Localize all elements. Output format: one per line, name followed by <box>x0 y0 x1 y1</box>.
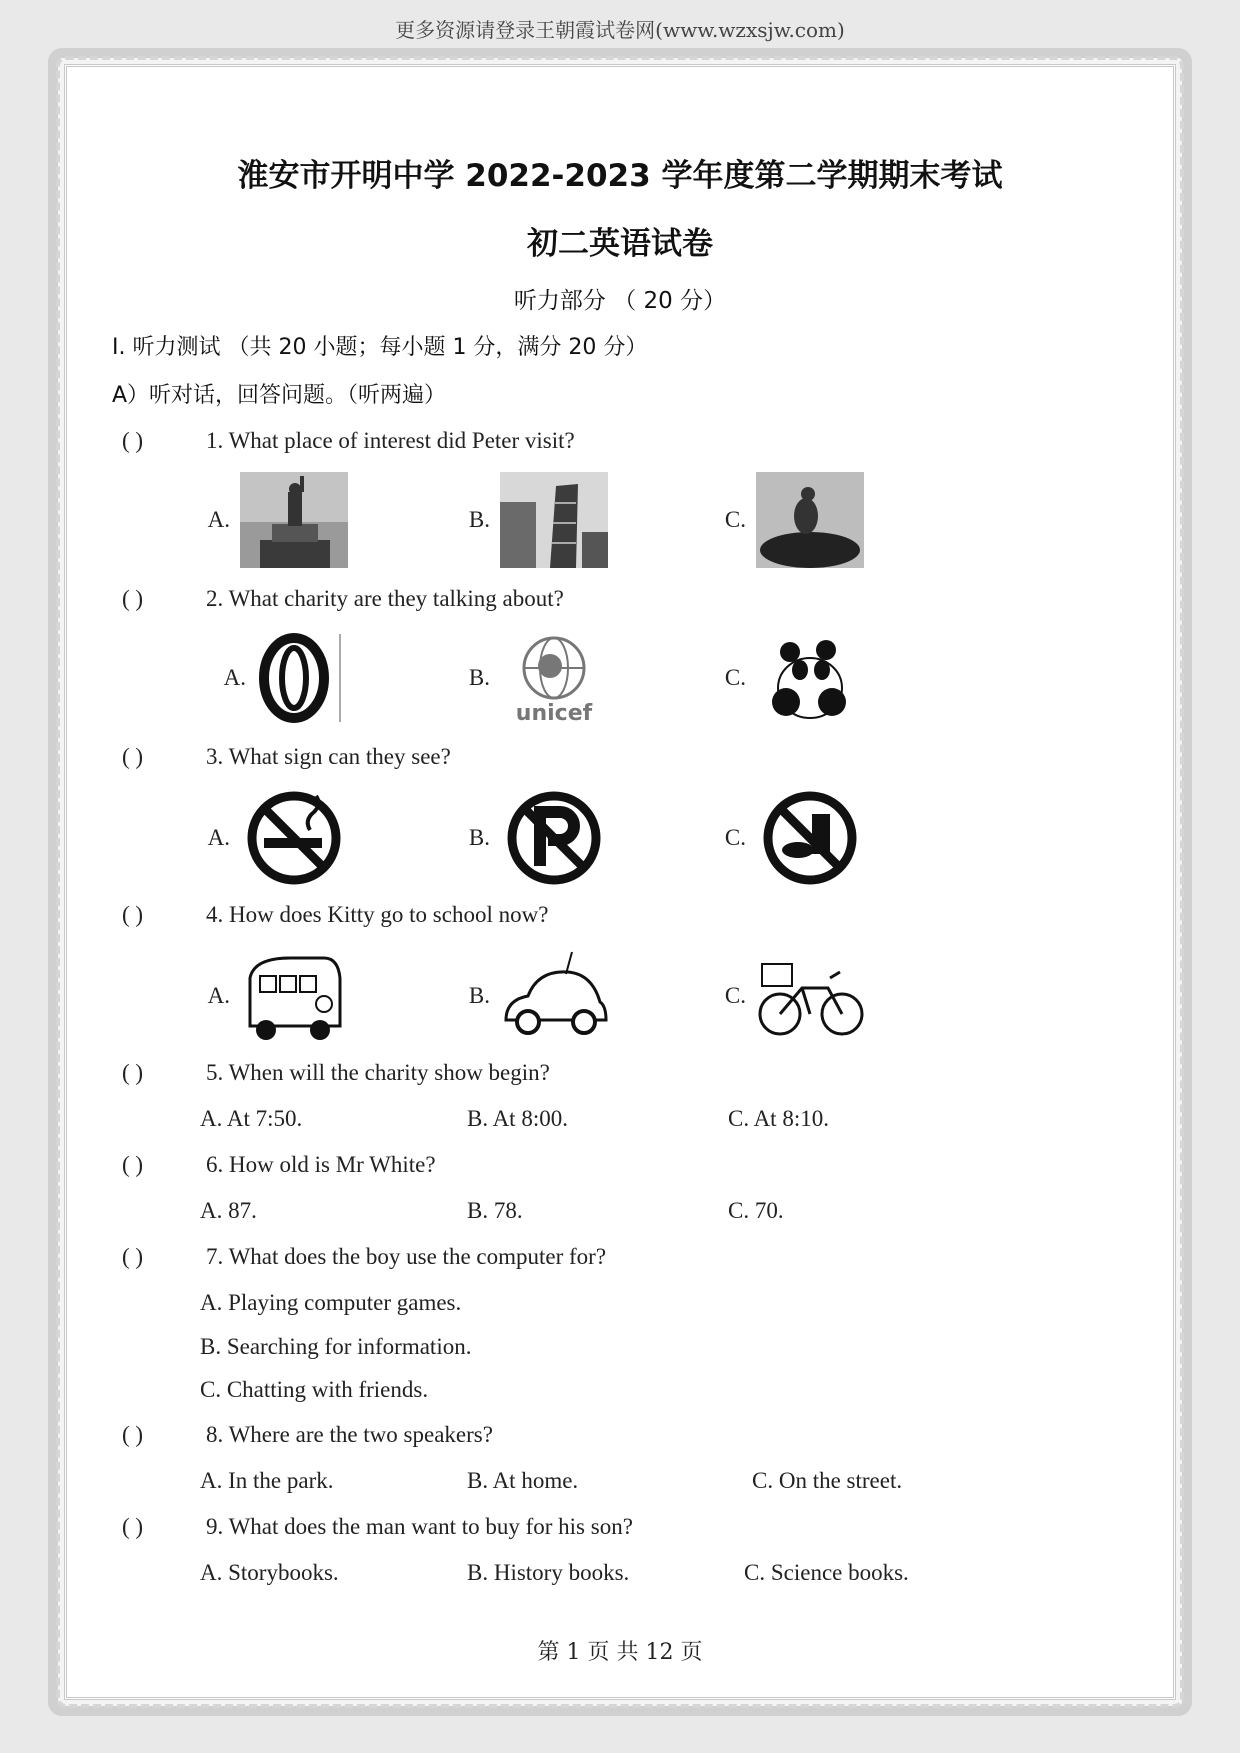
option-5b[interactable]: B. At 8:00. <box>467 1106 568 1131</box>
option-7a[interactable]: A. Playing computer games. <box>200 1290 462 1315</box>
leaning-tower-icon <box>500 472 608 568</box>
paper-title: 初二英语试卷 <box>527 226 713 262</box>
exam-title: 淮安市开明中学 2022-2023 学年度第二学期期末考试 <box>237 158 1003 194</box>
question-1 <box>122 428 575 454</box>
option-6a[interactable]: A. 87. <box>200 1198 257 1223</box>
option-1b[interactable] <box>456 472 608 568</box>
unicef-logo-icon <box>500 630 608 726</box>
header-note: 更多资源请登录王朝霞试卷网(www.wzxsjw.com) <box>395 18 845 42</box>
bicycle-icon <box>756 948 864 1044</box>
option-letter: A. <box>207 983 230 1008</box>
question-3 <box>122 744 451 770</box>
option-7c[interactable]: C. Chatting with friends. <box>200 1377 429 1402</box>
option-5c[interactable]: C. At 8:10. <box>728 1106 829 1131</box>
answer-blank[interactable]: ( ) <box>122 1514 144 1539</box>
option-letter: C. <box>724 825 746 850</box>
question-text: 9. What does the man want to buy for his son? <box>206 1514 633 1539</box>
question-5 <box>122 1060 550 1086</box>
question-4 <box>122 902 548 928</box>
option-6c[interactable]: C. 70. <box>728 1198 784 1223</box>
question-text: 4. How does Kitty go to school now? <box>206 902 549 927</box>
option-9a[interactable]: A. Storybooks. <box>200 1560 339 1585</box>
question-text: 2. What charity are they talking about? <box>206 586 564 611</box>
option-3c[interactable] <box>712 790 864 886</box>
answer-blank[interactable]: ( ) <box>122 1244 144 1269</box>
option-4a[interactable] <box>196 948 348 1044</box>
option-7b[interactable]: B. Searching for information. <box>200 1334 472 1359</box>
oxfam-logo-icon <box>256 630 346 726</box>
option-4b[interactable] <box>456 948 608 1044</box>
option-9b[interactable]: B. History books. <box>467 1560 630 1585</box>
listening-part-heading: 听力部分 （ 20 分） <box>513 288 727 314</box>
question-6 <box>122 1152 436 1178</box>
question-2 <box>122 586 564 612</box>
no-parking-icon <box>500 790 608 886</box>
question-text: 3. What sign can they see? <box>206 744 451 769</box>
option-2c[interactable] <box>712 630 864 726</box>
option-letter: B. <box>468 825 490 850</box>
option-letter: A. <box>207 507 230 532</box>
unicef-wordmark: unicef <box>515 701 593 726</box>
question-text: 1. What place of interest did Peter visit? <box>206 428 575 453</box>
wwf-panda-icon <box>756 630 864 726</box>
answer-blank[interactable]: ( ) <box>122 1152 144 1177</box>
no-smoking-icon <box>240 790 348 886</box>
option-letter: B. <box>468 507 490 532</box>
option-letter: C. <box>724 507 746 532</box>
option-letter: B. <box>468 983 490 1008</box>
option-8a[interactable]: A. In the park. <box>200 1468 334 1493</box>
option-3b[interactable] <box>456 790 608 886</box>
question-text: 6. How old is Mr White? <box>206 1152 436 1177</box>
question-text: 5. When will the charity show begin? <box>206 1060 550 1085</box>
little-mermaid-icon <box>756 472 864 568</box>
bus-icon <box>240 948 348 1044</box>
question-8 <box>122 1422 493 1448</box>
option-3a[interactable] <box>196 790 348 886</box>
question-text: 7. What does the boy use the computer for? <box>206 1244 607 1269</box>
option-1c[interactable] <box>712 472 864 568</box>
option-4c[interactable] <box>712 948 864 1044</box>
option-letter: C. <box>724 665 746 690</box>
statue-of-liberty-icon <box>240 472 348 568</box>
answer-blank[interactable]: ( ) <box>122 1060 144 1085</box>
answer-blank[interactable]: ( ) <box>122 586 144 611</box>
page-number-footer: 第 1 页 共 12 页 <box>537 1640 703 1665</box>
section-heading: I. 听力测试 （共 20 小题；每小题 1 分，满分 20 分） <box>112 335 648 360</box>
answer-blank[interactable]: ( ) <box>122 744 144 769</box>
no-food-drink-icon <box>756 790 864 886</box>
answer-blank[interactable]: ( ) <box>122 902 144 927</box>
option-8c[interactable]: C. On the street. <box>752 1468 903 1493</box>
option-1a[interactable] <box>196 472 348 568</box>
question-text: 8. Where are the two speakers? <box>206 1422 493 1447</box>
option-letter: A. <box>223 665 246 690</box>
question-7 <box>122 1244 606 1270</box>
option-letter: C. <box>724 983 746 1008</box>
question-9 <box>122 1514 633 1540</box>
option-8b[interactable]: B. At home. <box>467 1468 579 1493</box>
option-2b[interactable] <box>456 630 608 726</box>
option-2a[interactable] <box>212 630 346 726</box>
option-6b[interactable]: B. 78. <box>467 1198 523 1223</box>
car-icon <box>500 948 608 1044</box>
option-5a[interactable]: A. At 7:50. <box>200 1106 303 1131</box>
option-letter: A. <box>207 825 230 850</box>
option-letter: B. <box>468 665 490 690</box>
answer-blank[interactable]: ( ) <box>122 1422 144 1447</box>
option-9c[interactable]: C. Science books. <box>744 1560 909 1585</box>
subsection-heading: A）听对话，回答问题。（听两遍） <box>112 383 447 408</box>
answer-blank[interactable]: ( ) <box>122 428 144 453</box>
